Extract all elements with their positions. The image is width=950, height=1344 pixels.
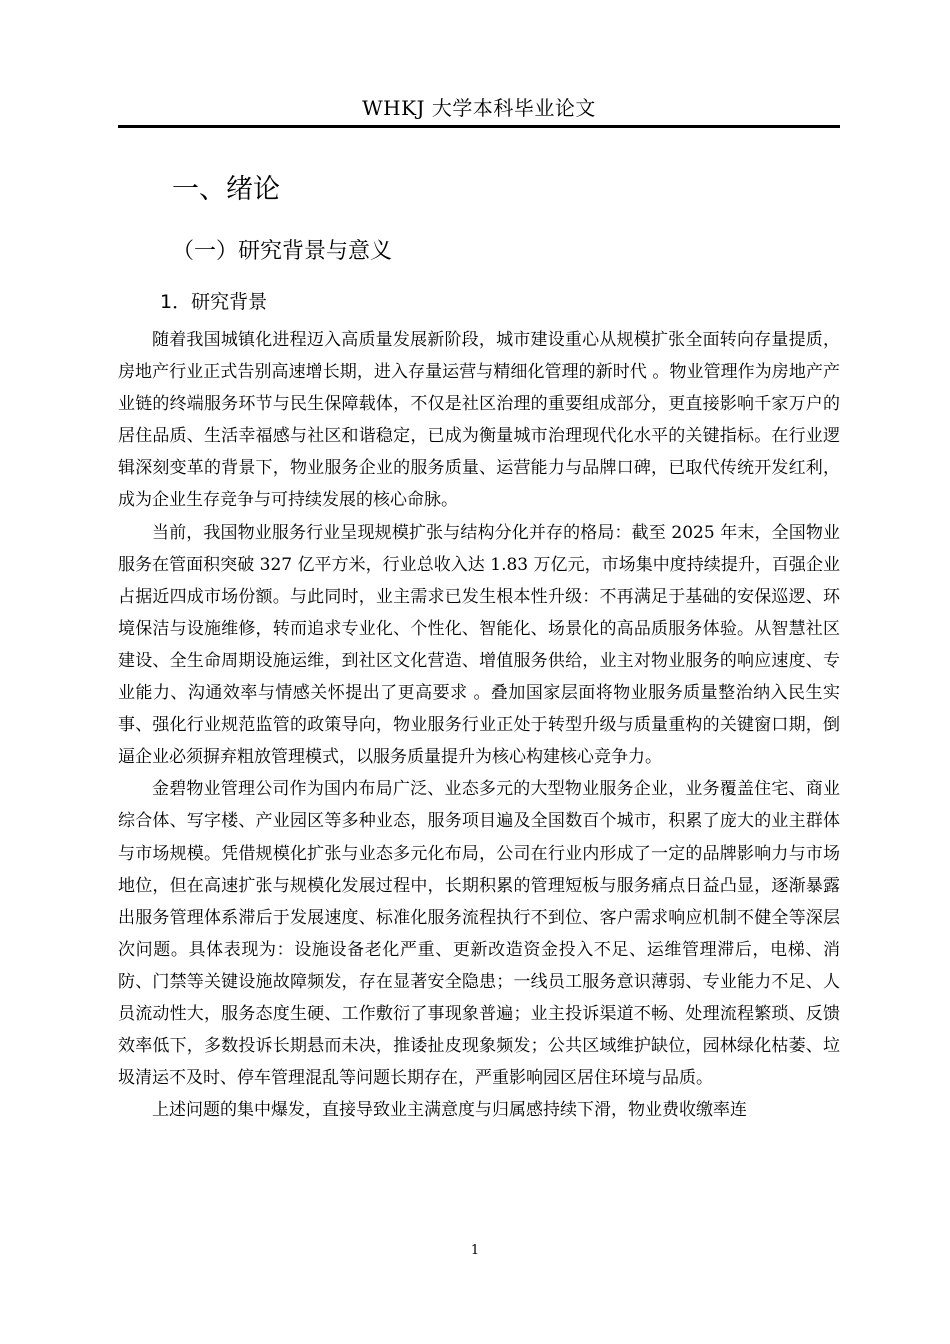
chapter-title: 一、绪论 xyxy=(172,174,280,205)
paragraph: 上述问题的集中爆发，直接导致业主满意度与归属感持续下滑，物业费收缴率连 xyxy=(152,1100,747,1121)
paragraph: 当前，我国物业服务行业呈现规模扩张与结构分化并存的格局：截至 2025 年末，全国物业服务在管面积突破 327 亿平方米，行业总收入达 1.83 万亿元，市场集中度持续提升，百强企业占据近四成市场份额。与此同时，业主需求已发生根本性升级：不再满足于基础的安保巡逻、环境保洁与设施维修，转而追求专业化、个性化、智能化、场景化的高品质服务体验。从智慧社区建设、全生命周期设施运维，到社区文化营造、增值服务供给，业主对物业服务的响应速度、专业能力、沟通效率与情感关怀提出了更高要求 。叠加国家层面将物业服务质量整治纳入民生实事、强化行业规范监管的政策导向，物业服务行业正处于转型升级与质量重构的关键窗口期，倒逼企业必须摒弃粗放管理模式，以服务质量提升为核心构建核心竞争力。 xyxy=(118,522,840,768)
page-number: 1 xyxy=(470,1243,480,1258)
paragraph: 金碧物业管理公司作为国内布局广泛、业态多元的大型物业服务企业，业务覆盖住宅、商业综合体、写字楼、产业园区等多种业态，服务项目遍及全国数百个城市，积累了庞大的业主群体与市场规模。凭借规模化扩张与业态多元化布局，公司在行业内形成了一定的品牌影响力与市场地位，但在高速扩张与规模化发展过程中，长期积累的管理短板与服务痛点日益凸显，逐渐暴露出服务管理体系滞后于发展速度、标准化服务流程执行不到位、客户需求响应机制不健全等深层次问题。具体表现为：设施设备老化严重、更新改造资金投入不足、运维管理滞后，电梯、消防、门禁等关键设施故障频发，存在显著安全隐患；一线员工服务意识薄弱、专业能力不足、人员流动性大，服务态度生硬、工作敷衍了事现象普遍；业主投诉渠道不畅、处理流程繁琐、反馈效率低下，多数投诉长期悬而未决，推诿扯皮现象频发；公共区域维护缺位，园林绿化枯萎、垃圾清运不及时、停车管理混乱等问题长期存在，严重影响园区居住环境与品质。 xyxy=(118,779,840,1089)
paragraph: 随着我国城镇化进程迈入高质量发展新阶段，城市建设重心从规模扩张全面转向存量提质，房地产行业正式告别高速增长期，进入存量运营与精细化管理的新时代 。物业管理作为房地产产业链的终端服务环节与民生保障载体，不仅是社区治理的重要组成部分，更直接影响千家万户的居住品质、生活幸福感与社区和谐稳定，已成为衡量城市治理现代化水平的关键指标。在行业逻辑深刻变革的背景下，物业服务企业的服务质量、运营能力与品牌口碑，已取代传统开发红利，成为企业生存竞争与可持续发展的核心命脉。 xyxy=(118,330,840,511)
subsection-title: 1．研究背景 xyxy=(160,291,268,313)
header-rule xyxy=(118,125,840,128)
page-header: WHKJ 大学本科毕业论文 xyxy=(362,96,596,120)
section-title: （一）研究背景与意义 xyxy=(172,239,393,264)
body-text xyxy=(118,324,840,1126)
